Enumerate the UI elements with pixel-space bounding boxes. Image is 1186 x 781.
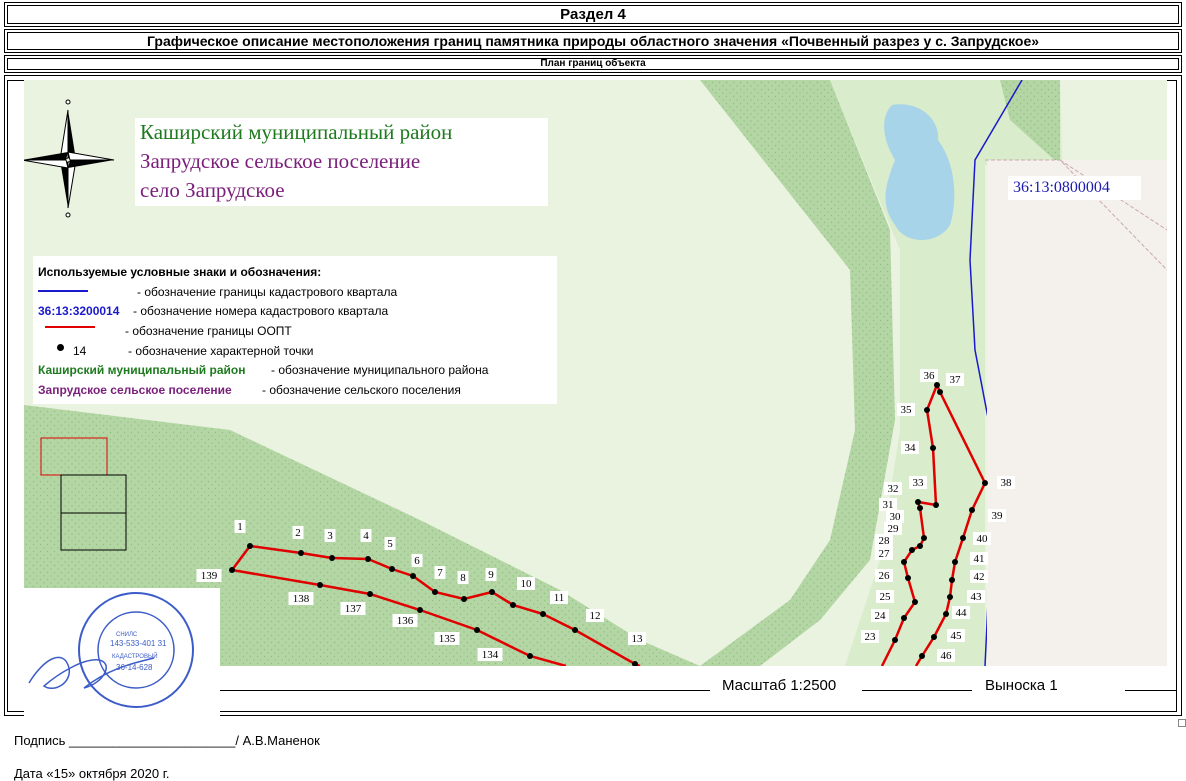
legend-point-sample: 14 [73,344,87,358]
point-dot-36 [934,382,940,388]
footer-line-2 [862,690,972,691]
plan-subtitle-row [4,55,1182,73]
signature-icon [29,657,154,688]
legend-ootp-line-sample [45,326,95,328]
point-label-33: 33 [912,477,924,489]
point-label-138: 138 [292,593,310,605]
point-dot-11 [540,611,546,617]
point-label-40: 40 [976,533,988,545]
point-label-46: 46 [940,650,952,662]
point-dot-46 [919,653,925,659]
point-label-30: 30 [889,511,901,523]
point-label-8: 8 [460,572,466,584]
point-label-7: 7 [437,567,443,579]
point-label-29: 29 [887,523,899,535]
point-dot-1 [247,543,253,549]
point-dot-45 [931,634,937,640]
callout-label: Выноска 1 [985,677,1058,694]
point-dot-34 [930,445,936,451]
point-dot-9 [489,589,495,595]
point-label-139: 139 [200,570,218,582]
map-title-box [135,118,548,206]
legend-settlement-text: - обозначение сельского поселения [262,383,461,397]
document-title: Графическое описание местоположения границ памятника природы областного значения «Почвенный разрез у с. Запрудское» [146,33,1040,49]
point-dot-7 [432,589,438,595]
point-label-34: 34 [904,442,916,454]
legend-settlement-sample: Запрудское сельское поселение [38,383,232,397]
point-dot-40 [960,535,966,541]
point-label-11: 11 [553,592,565,604]
legend-district-text: - обозначение муниципального района [271,363,489,377]
point-label-37: 37 [949,374,961,386]
point-dot-33 [933,502,939,508]
point-label-36: 36 [923,370,935,382]
point-dot-35 [924,407,930,413]
point-label-44: 44 [955,607,967,619]
legend-quarter-line-text: - обозначение границы кадастрового квартала [137,285,398,299]
point-dot-23 [892,637,898,643]
legend-district-sample: Каширский муниципальный район [38,363,246,377]
settlement-label: Запрудское сельское поселение [140,149,421,173]
point-dot-25 [912,599,918,605]
point-dot-37 [937,389,943,395]
point-label-45: 45 [950,630,962,642]
point-label-1: 1 [237,521,243,533]
point-dot-42 [949,577,955,583]
table-resize-handle[interactable] [1178,719,1186,727]
legend-quarter-number-sample: 36:13:3200014 [38,304,120,318]
point-label-136: 136 [396,615,414,627]
point-dot-28 [909,547,915,553]
signature-line: Подпись _______________________/ А.В.Маненок [14,733,320,748]
point-label-35: 35 [900,404,912,416]
point-dot-134 [527,653,533,659]
point-label-23: 23 [864,631,876,643]
point-dot-135 [474,627,480,633]
seal-line-2: 143-533-401 31 [110,639,167,648]
point-dot-2 [298,550,304,556]
point-dot-4 [365,556,371,562]
point-label-134: 134 [481,649,499,661]
point-label-42: 42 [973,571,985,583]
point-label-43: 43 [970,591,982,603]
district-label: Каширский муниципальный район [140,120,453,144]
point-dot-137 [367,591,373,597]
point-label-6: 6 [414,555,420,567]
point-label-2: 2 [295,527,301,539]
point-label-39: 39 [991,510,1003,522]
point-label-5: 5 [387,538,393,550]
seal-line-1: СНИЛС [116,632,138,638]
point-label-4: 4 [363,530,369,542]
seal-icon [24,588,220,728]
point-dot-136 [417,607,423,613]
point-label-27: 27 [878,548,890,560]
seal-line-4: 36-14-628 [116,663,153,672]
point-label-38: 38 [1000,477,1012,489]
point-dot-31 [917,505,923,511]
point-dot-8 [461,596,467,602]
legend-ootp-line-text: - обозначение границы ООПТ [125,324,292,338]
point-label-135: 135 [438,633,456,645]
scale-label: Масштаб 1:2500 [722,677,837,694]
legend-point-dot [57,344,64,351]
point-dot-32 [915,499,921,505]
point-dot-5 [389,566,395,572]
seal-line-3: КАДАСТРОВЫЙ [112,654,158,660]
east-parcel [987,160,1167,666]
point-dot-41 [952,559,958,565]
point-label-24: 24 [874,610,886,622]
point-dot-10 [510,602,516,608]
point-dot-29 [917,543,923,549]
point-label-137: 137 [344,603,362,615]
point-label-25: 25 [879,591,891,603]
legend-heading: Используемые условные знаки и обозначения: [38,265,322,279]
point-dot-27 [901,559,907,565]
village-label: село Запрудское [140,178,285,202]
point-dot-30 [921,535,927,541]
point-dot-139 [229,567,235,573]
footer-line-3 [1125,690,1177,691]
point-label-9: 9 [488,569,494,581]
cadastral-number-label: 36:13:0800004 [1008,176,1141,200]
footer-line-1 [220,690,710,691]
point-dot-138 [317,582,323,588]
point-label-13: 13 [631,633,643,645]
legend-quarter-number-text: - обозначение номера кадастрового квартала [133,304,389,318]
point-dot-39 [969,507,975,513]
section-title: Раздел 4 [560,6,626,23]
legend-box [33,256,557,404]
point-label-31: 31 [882,499,894,511]
point-dot-6 [410,573,416,579]
point-label-41: 41 [973,553,985,565]
legend-quarter-line-sample [38,290,88,292]
point-dot-44 [943,611,949,617]
point-dot-12 [572,627,578,633]
plan-subtitle: План границ объекта [540,58,646,69]
legend-point-text: - обозначение характерной точки [128,344,314,358]
point-label-28: 28 [878,535,890,547]
point-label-10: 10 [520,578,532,590]
point-label-26: 26 [878,570,890,582]
stamp-area [24,588,220,728]
point-dot-43 [947,594,953,600]
point-label-3: 3 [327,530,333,542]
point-label-32: 32 [887,483,899,495]
point-dot-3 [329,555,335,561]
section-header [4,2,1182,27]
point-dot-38 [982,480,988,486]
point-dot-26 [905,575,911,581]
point-label-12: 12 [589,610,601,622]
date-line: Дата «15» октября 2020 г. [14,766,170,781]
document-title-row [4,29,1182,53]
point-dot-24 [901,615,907,621]
